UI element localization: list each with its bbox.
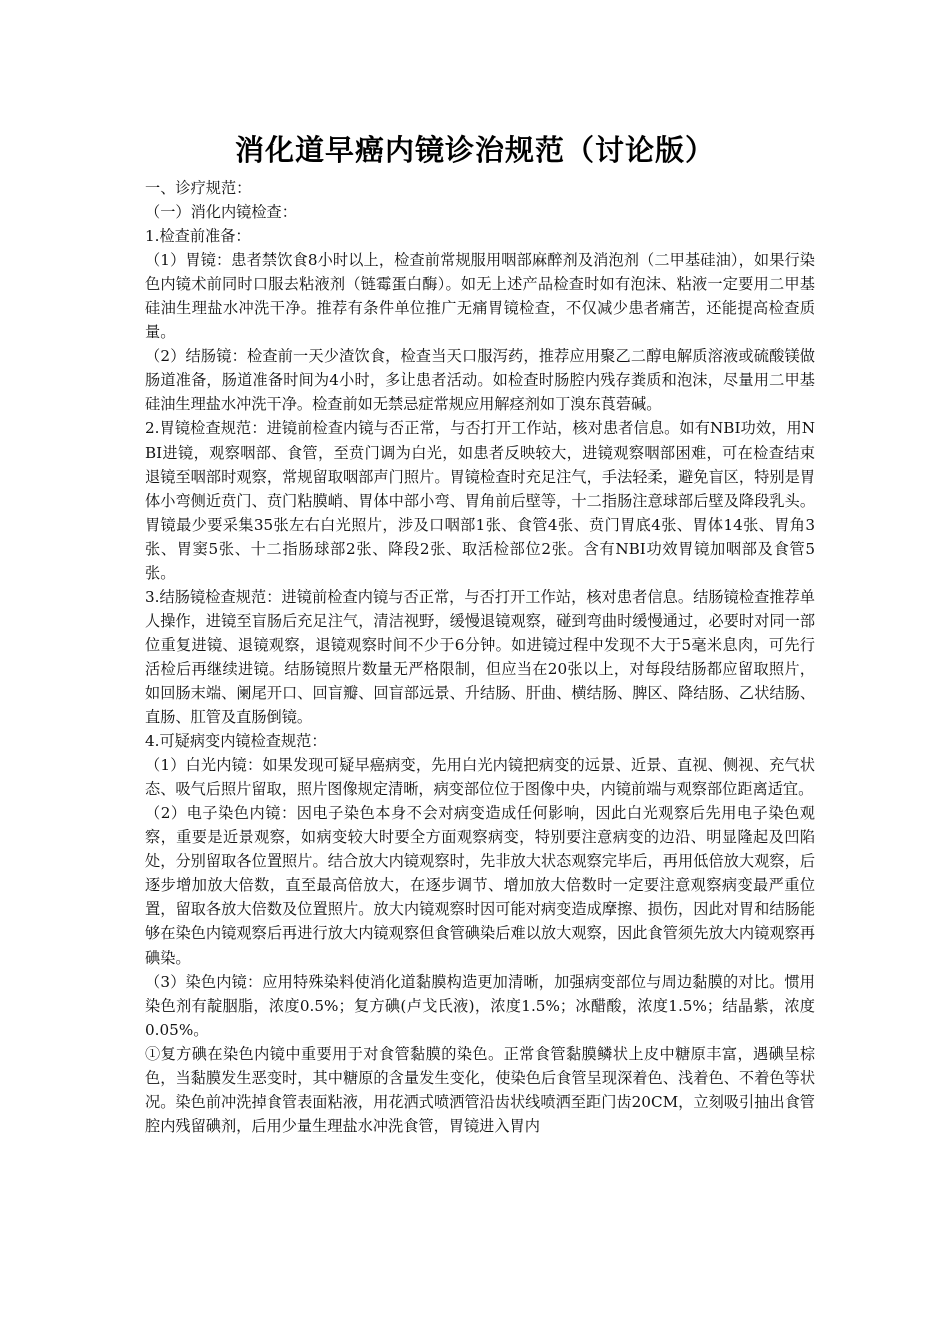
paragraph-gastroscopy-standards: 2.胃镜检查规范：进镜前检查内镜与否正常，与否打开工作站，核对患者信息。如有NBI功效，用NBI进镜，观察咽部、食管，至贲门调为白光，如患者反映较大，进镜观察咽部困难，可在检查结束退镜至咽部时观察，常规留取咽部声门照片。胃镜检查时充足注气，手法轻柔，避免盲区，特别是胃体小弯侧近贲门、贲门粘膜峭、胃体中部小弯、胃角前后壁等，十二指肠注意球部后壁及降段乳头。胃镜最少要采集35张左右白光照片，涉及口咽部1张、食管4张、贲门胃底4张、胃体14张、胃角3张、胃窦5张、十二指肠球部2张、降段2张、取活检部位2张。含有NBI功效胃镜加咽部及食管5张。 [145,419,815,582]
document-title: 消化道早癌内镜诊治规范（讨论版） [234,133,715,167]
paragraph-colonoscopy-preparation: （2）结肠镜：检查前一天少渣饮食，检查当天口服泻药，推荐应用聚乙二醇电解质溶液或硫酸镁做肠道准备，肠道准备时间为4小时，多让患者活动。如检查时肠腔内残存粪质和泡沫，尽量用二甲基硅油生理盐水冲洗干净。检查前如无禁忌症常规应用解痉剂如丁溴东莨菪碱。 [145,347,815,414]
item-heading-pre-exam-preparation: 1.检查前准备： [145,227,251,246]
paragraph-chromoendoscopy: （3）染色内镜：应用特殊染料使消化道黏膜构造更加清晰，加强病变部位与周边黏膜的对比。惯用染色剂有靛胭脂，浓度0.5%；复方碘(卢戈氏液)，浓度1.5%；冰醋酸，浓度1.5%；结晶紫，浓度0.05%。 [145,972,815,1039]
section-heading-diagnosis-standards: 一、诊疗规范： [145,179,252,197]
document-body [145,176,815,1138]
paragraph-gastroscopy-preparation: （1）胃镜：患者禁饮食8小时以上，检查前常规服用咽部麻醉剂及消泡剂（二甲基硅油），如果行染色内镜术前同时口服去粘液剂（链霉蛋白酶）。如无上述产品检查时如有泡沫、粘液一定要用二甲基硅油生理盐水冲洗干净。推荐有条件单位推广无痛胃镜检查，不仅减少患者痛苦，还能提高检查质量。 [145,251,815,342]
paragraph-white-light-endoscopy: （1）白光内镜：如果发现可疑早癌病变，先用白光内镜把病变的远景、近景、直视、侧视、充气状态、吸气后照片留取，照片图像规定清晰，病变部位位于图像中央，内镜前端与观察部位距离适宜。 [145,756,815,799]
paragraph-electronic-chromoendoscopy: （2）电子染色内镜：因电子染色本身不会对病变造成任何影响，因此白光观察后先用电子染色观察，重要是近景观察，如病变较大时要全方面观察病变，特别要注意病变的边沿、明显隆起及凹陷处，分别留取各位置照片。结合放大内镜观察时，先非放大状态观察完毕后，再用低倍放大观察，后逐步增加放大倍数，直至最高倍放大，在逐步调节、增加放大倍数时一定要注意观察病变最严重位置，留取各放大倍数及位置照片。放大内镜观察时因可能对病变造成摩擦、损伤，因此对胃和结肠能够在染色内镜观察后再进行放大内镜观察但食管碘染后难以放大观察，因此食管须先放大内镜观察再碘染。 [145,804,815,967]
paragraph-colonoscopy-standards: 3.结肠镜检查规范：进镜前检查内镜与否正常，与否打开工作站，核对患者信息。结肠镜检查推荐单人操作，进镜至盲肠后充足注气，清洁视野，缓慢退镜观察，碰到弯曲时缓慢通过，必要时对同一部位重复进镜、退镜观察，退镜观察时间不少于6分钟。如进镜过程中发现不大于5毫米息肉，可先行活检后再继续进镜。结肠镜照片数量无严格限制，但应当在20张以上，对每段结肠都应留取照片，如回肠末端、阑尾开口、回盲瓣、回盲部远景、升结肠、肝曲、横结肠、脾区、降结肠、乙状结肠、直肠、肛管及直肠倒镜。 [145,587,815,727]
item-heading-suspicious-lesion-exam: 4.可疑病变内镜检查规范： [145,732,327,751]
subsection-heading-endoscopy-exam: （一）消化内镜检查： [145,203,297,222]
paragraph-iodine-staining: ①复方碘在染色内镜中重要用于对食管黏膜的染色。正常食管黏膜鳞状上皮中糖原丰富，遇碘呈棕色，当黏膜发生恶变时，其中糖原的含量发生变化，使染色后食管呈现深着色、浅着色、不着色等状况。染色前冲洗掉食管表面粘液，用花洒式喷洒管沿齿状线喷洒至距门齿20CM，立刻吸引抽出食管腔内残留碘剂，后用少量生理盐水冲洗食管，胃镜进入胃内 [145,1044,815,1135]
